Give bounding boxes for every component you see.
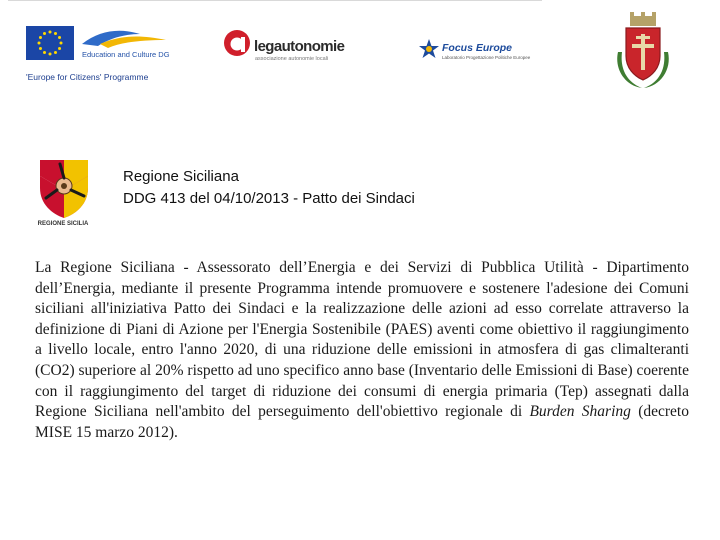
regione-sicilia-label: REGIONE SICILIA (37, 221, 89, 227)
eu-star (54, 51, 57, 54)
regione-sicilia-logo (30, 158, 102, 234)
eu-star (49, 53, 52, 56)
eu-flag-icon (26, 26, 74, 60)
eu-star (54, 32, 57, 35)
top-divider (8, 0, 542, 1)
legautonomie-name: legautonomie (254, 38, 345, 55)
legautonomie-mark-icon (222, 28, 252, 58)
eu-star (58, 47, 61, 50)
eu-star (38, 42, 41, 45)
education-culture-bird-icon (80, 28, 170, 50)
eu-star (43, 32, 46, 35)
eu-star (49, 31, 52, 34)
eu-programme-label: 'Europe for Citizens' Programme (26, 72, 149, 82)
legautonomie-logo (222, 28, 382, 68)
focus-europe-logo (418, 38, 548, 68)
title-line-1: Regione Siciliana (123, 168, 239, 185)
focus-europe-name: Focus Europe (442, 42, 513, 54)
eu-logo-block (24, 18, 174, 88)
body-text-part-2: (decreto MISE 15 marzo 2012). (35, 403, 689, 441)
title-line-2: DDG 413 del 04/10/2013 - Patto dei Sindaci (123, 190, 415, 207)
focus-europe-tagline: Laboratorio Progettazione Politiche Europee (442, 55, 531, 60)
eu-star (39, 47, 42, 50)
document-title (123, 166, 415, 210)
legautonomie-tagline: associazione autonomie locali (255, 56, 329, 62)
city-crest-icon (612, 12, 674, 90)
eu-caption: Education and Culture DG (82, 50, 170, 59)
eu-star (58, 36, 61, 39)
eu-star (43, 51, 46, 54)
body-text-part-1: La Regione Siciliana - Assessorato dell’Energia e dei Servizi di Pubblica Utilità - Dipartimento dell’Energia, mediante il presente Programma intende promuovere e sostenere l'adesione dei Comuni siciliani all'iniziativa Patto dei Sindaci e la realizzazione delle azioni ad esso correlate attraverso la definizione di Piani di Azione per l'Energia Sostenibile (PAES) aventi come obiettivo il raggiungimento a livello locale, entro l'anno 2020, di una riduzione delle emissioni in atmosfera di gas climalteranti (CO2) superiore al 20% rispetto ad uno specifico anno base (Inventario delle Emissioni di Base) coerente con il raggiungimento del target di riduzione dei consumi di energia primaria (Tep) assegnati dalla Regione Siciliana nell'ambito del perseguimento dell'obiettivo regionale di (35, 259, 689, 421)
body-paragraph (35, 258, 689, 443)
body-emphasis-burden-sharing: Burden Sharing (529, 403, 631, 421)
trinacria-crest-icon (38, 158, 90, 220)
eu-star (39, 36, 42, 39)
focus-europe-star-icon (418, 38, 440, 60)
eu-star (60, 42, 63, 45)
